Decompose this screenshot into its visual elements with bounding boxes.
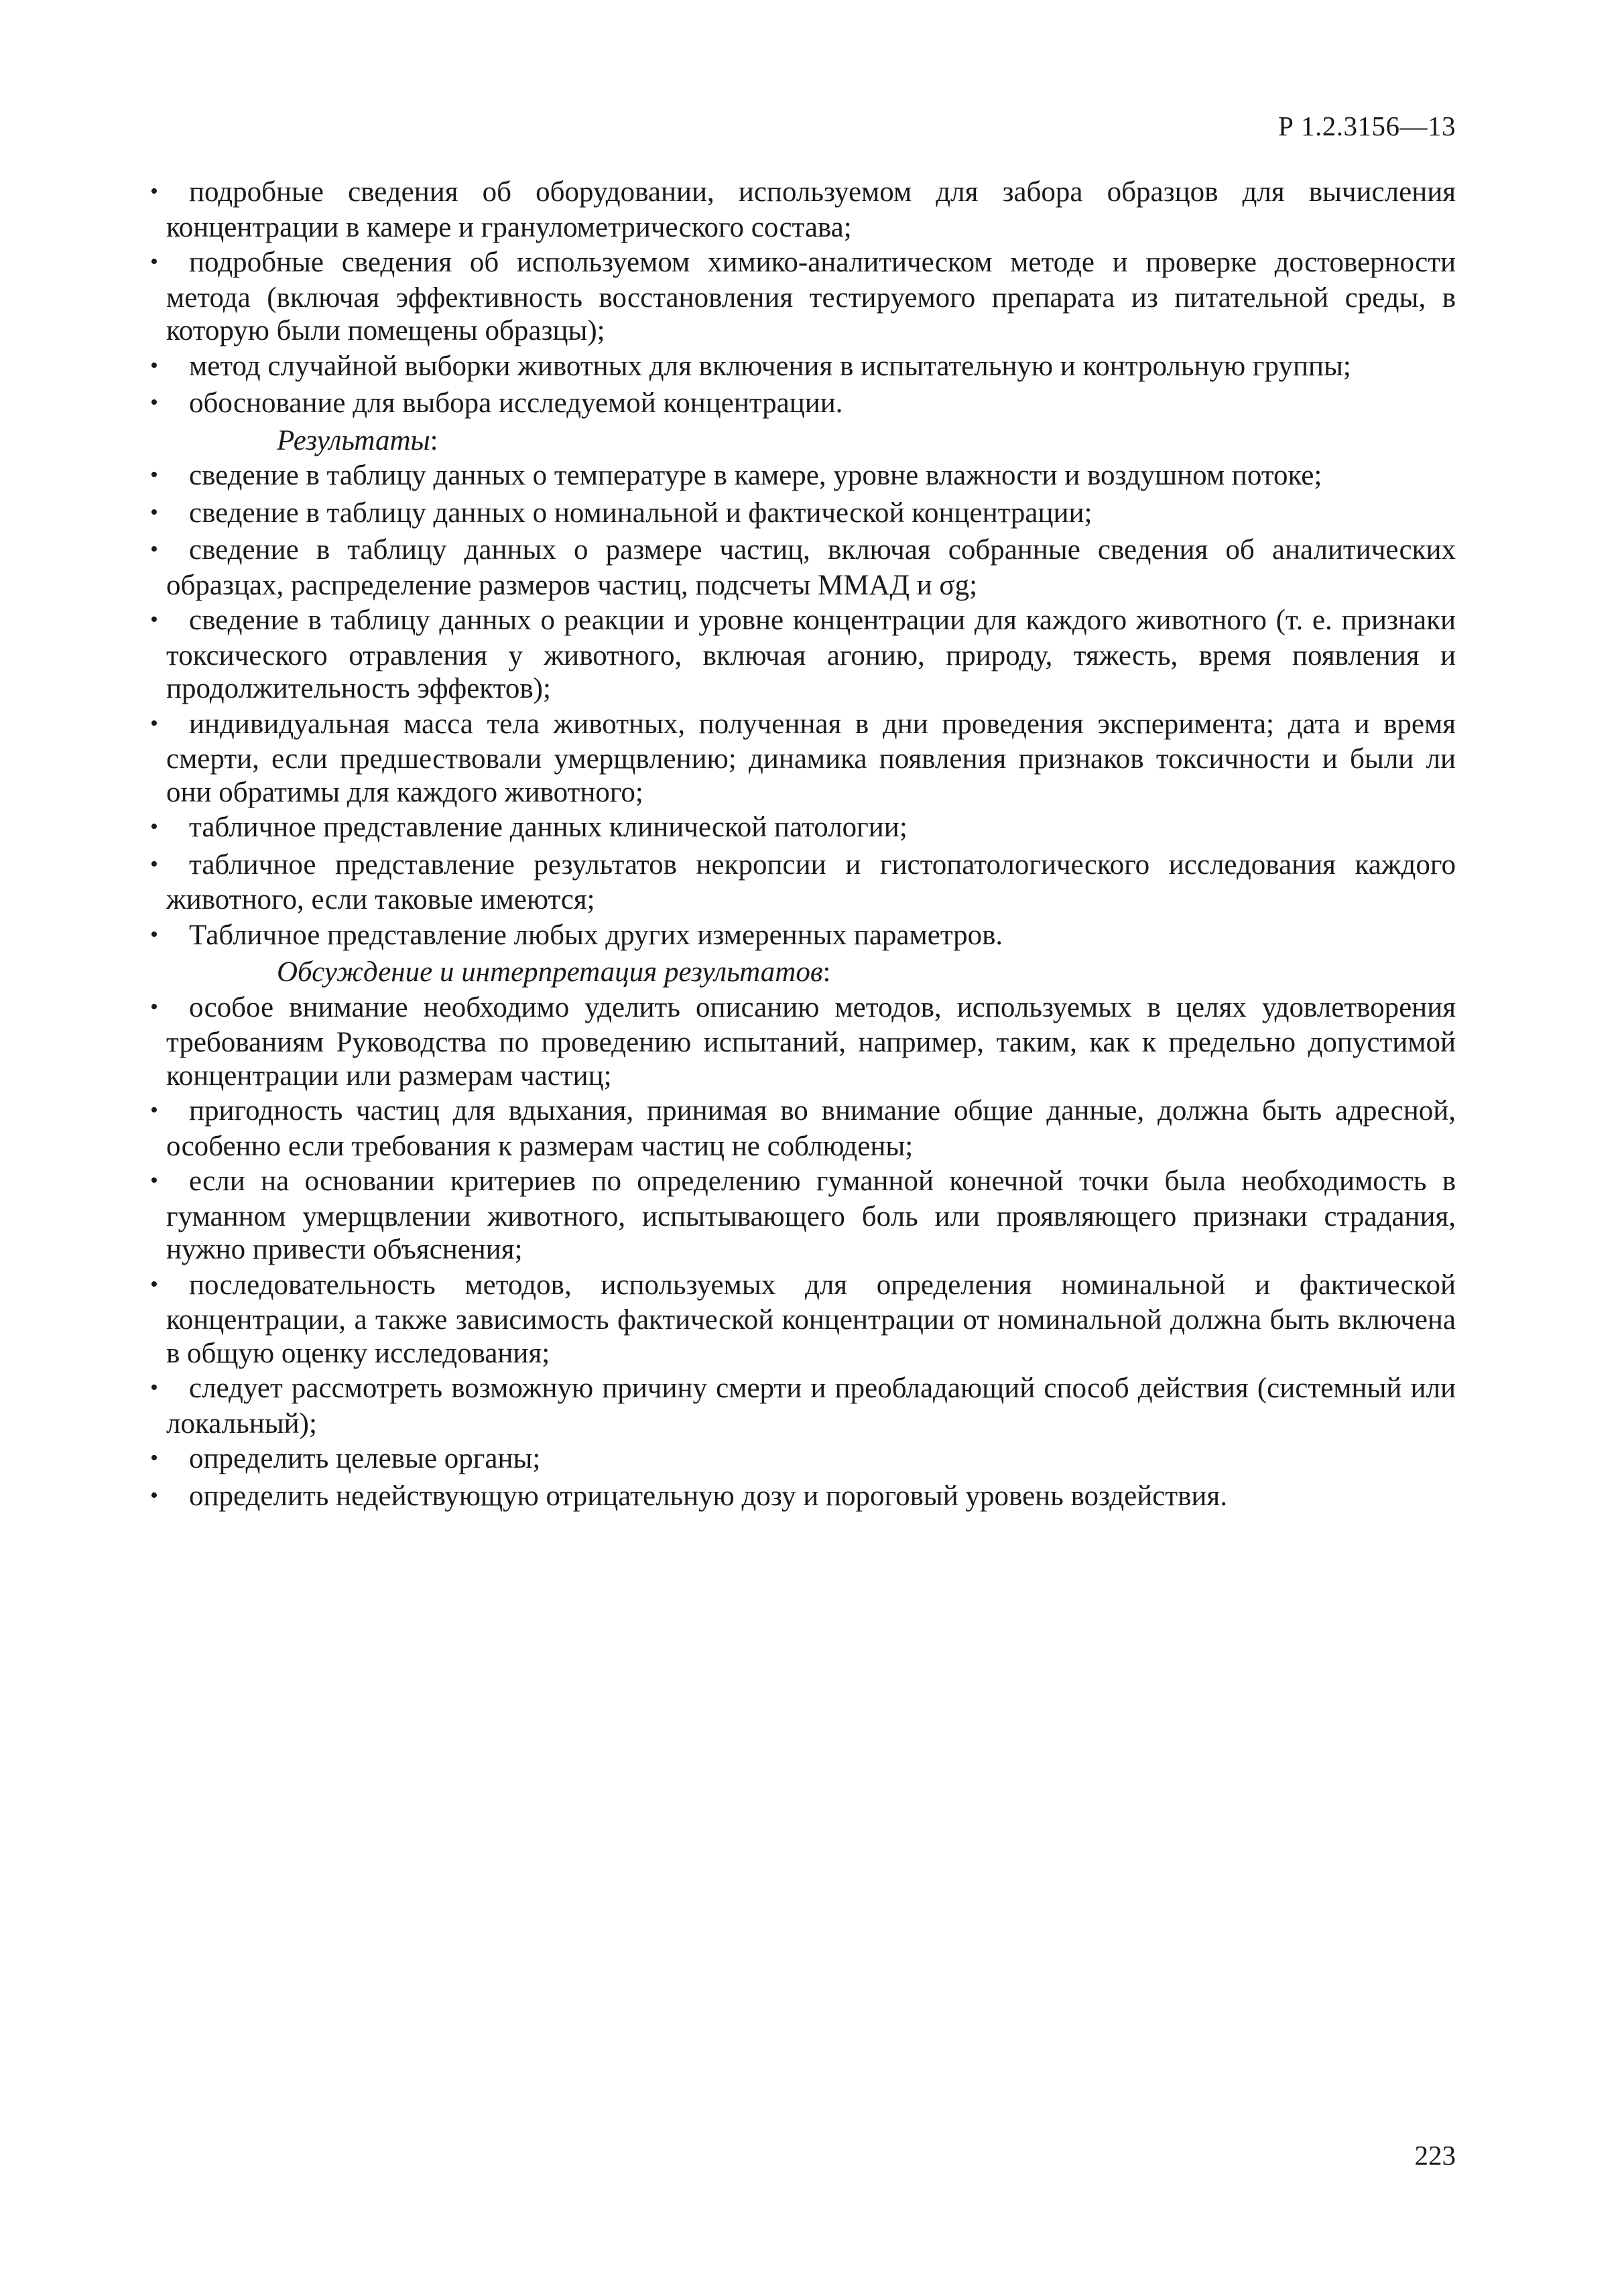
list-item-text: особое внимание необходимо уделить описанию методов, используемых в целях удовлетворения требованиям Руководства по проведению испытаний, например, таким, как к предельно допустимой концентрации или размерам частиц; [166, 991, 1456, 1092]
list-item [150, 246, 1456, 348]
bullet-icon: • [150, 1482, 158, 1508]
bullet-icon: • [150, 921, 158, 947]
bullet-icon: • [150, 994, 158, 1019]
bullet-icon: • [150, 462, 158, 487]
list-item-text: подробные сведения об используемом химико-аналитическом методе и проверке достоверности метода (включая эффективность восстановления тестируемого препарата из питательной среды, в которую были помещены образцы); [166, 247, 1456, 346]
list-item-text: пригодность частиц для вдыхания, принимая во внимание общие данные, должна быть адресной, особенно если требования к размерам частиц не соблюдены; [166, 1095, 1456, 1162]
list-item-text: сведение в таблицу данных о номинальной и фактической концентрации; [189, 497, 1093, 529]
list-item-text: определить целевые органы; [189, 1443, 541, 1474]
list-item [150, 708, 1456, 810]
list-item-text: табличное представление результатов некропсии и гистопатологического исследования каждого животного, если таковые имеются; [166, 848, 1456, 915]
section-label [166, 424, 1456, 458]
list-item [150, 533, 1456, 602]
list-item [150, 604, 1456, 706]
list-item [150, 387, 1456, 422]
bullet-icon: • [150, 537, 158, 562]
section-label-text: Результаты [277, 424, 430, 456]
list-item-text: табличное представление данных клинической патологии; [189, 812, 908, 843]
bullet-icon: • [150, 814, 158, 839]
document-code-header: Р 1.2.3156—13 [1277, 111, 1456, 141]
list-item-text: индивидуальная масса тела животных, полученная в дни проведения эксперимента; дата и время смерти, если предшествовали умерщвлению; динамика появления признаков токсичности и были ли они обратимы для каждого животного; [166, 708, 1456, 808]
section-label-text: Обсуждение и интерпретация результатов [277, 956, 823, 988]
list-item-text: следует рассмотреть возможную причину смерти и преобладающий способ действия (системный или локальный); [166, 1373, 1456, 1440]
bullet-icon: • [150, 249, 158, 274]
list-item [150, 350, 1456, 385]
bullet-icon: • [150, 353, 158, 378]
bullet-icon: • [150, 1098, 158, 1123]
list-item-text: метод случайной выборки животных для включения в испытательную и контрольную группы; [189, 350, 1351, 382]
list-item [150, 459, 1456, 495]
list-item [150, 1442, 1456, 1478]
bullet-icon: • [150, 607, 158, 632]
list-item-text: если на основании критериев по определению гуманной конечной точки была необходимость в гуманном умерщвлении животного, испытывающего боль или проявляющего признаки страдания, нужно привести объяснения; [166, 1165, 1456, 1265]
list-item-text: сведение в таблицу данных о температуре в камере, уровне влажности и воздушном потоке; [189, 460, 1322, 491]
list-item [150, 811, 1456, 846]
section-label-colon: : [430, 424, 438, 456]
list-item [150, 1094, 1456, 1163]
list-item [150, 1372, 1456, 1440]
bullet-icon: • [150, 1168, 158, 1193]
list-item-text: подробные сведения об оборудовании, используемом для забора образцов для вычисления концентрации в камере и гранулометрического состава; [166, 176, 1456, 243]
list-item [150, 919, 1456, 954]
list-item-text: Табличное представление любых других измеренных параметров. [189, 919, 1003, 951]
bullet-icon: • [150, 710, 158, 736]
bullet-icon: • [150, 499, 158, 525]
bullet-icon: • [150, 1375, 158, 1400]
list-item [150, 176, 1456, 244]
list-item [150, 1480, 1456, 1515]
list-item-text: последовательность методов, используемых для определения номинальной и фактической концентрации, а также зависимость фактической концентрации от номинальной должна быть включена в общую оценку исследования; [166, 1269, 1456, 1369]
bullet-icon: • [150, 1271, 158, 1297]
list-item-text: определить недействующую отрицательную дозу и пороговый уровень воздействия. [189, 1480, 1227, 1512]
list-item [150, 497, 1456, 532]
section-label [166, 956, 1456, 989]
bullet-icon: • [150, 851, 158, 877]
list-item [150, 991, 1456, 1093]
list-item-text: сведение в таблицу данных о размере частиц, включая собранные сведения об аналитических образцах, распределение размеров частиц, подсчеты ММАД и σg; [166, 534, 1456, 601]
bullet-icon: • [150, 390, 158, 415]
list-item [150, 848, 1456, 917]
document-body [150, 176, 1456, 1517]
list-item-text: сведение в таблицу данных о реакции и уровне концентрации для каждого животного (т. е. признаки токсического отравления у животного, включая агонию, природу, тяжесть, время появления и продолжительность эффектов); [166, 604, 1456, 704]
bullet-icon: • [150, 179, 158, 204]
list-item [150, 1269, 1456, 1370]
section-label-colon: : [822, 956, 831, 988]
page-number: 223 [1414, 2140, 1456, 2171]
bullet-icon: • [150, 1446, 158, 1470]
list-item [150, 1165, 1456, 1267]
list-item-text: обоснование для выбора исследуемой концентрации. [189, 387, 843, 419]
